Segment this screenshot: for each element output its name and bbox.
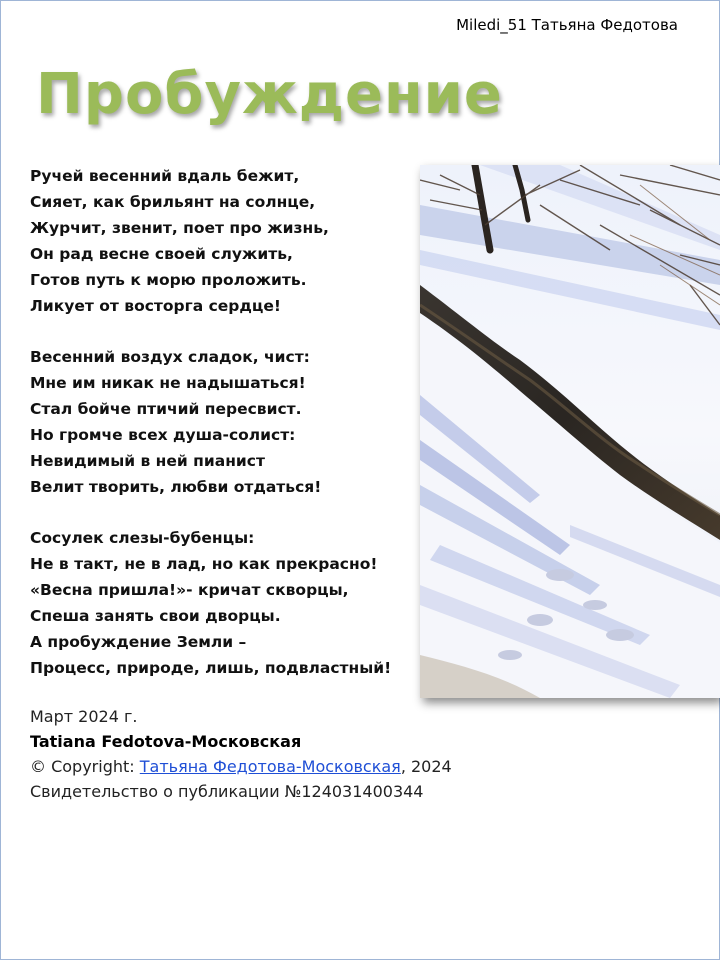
poem-date: Март 2024 г.: [30, 707, 138, 726]
poem-line: Процесс, природе, лишь, подвластный!: [30, 659, 392, 677]
poem-line: Готов путь к морю проложить.: [30, 271, 307, 289]
poem-line: А пробуждение Земли –: [30, 633, 247, 651]
snow-stream-photo: [420, 165, 720, 698]
poem: [30, 163, 415, 706]
poem-line: Ручей весенний вдаль бежит,: [30, 167, 300, 185]
poem-line: Не в такт, не в лад, но как прекрасно!: [30, 555, 378, 573]
poem-line: Сияет, как брильянт на солнце,: [30, 193, 316, 211]
poem-line: Ликует от восторга сердце!: [30, 297, 281, 315]
publication-certificate: Свидетельство о публикации №124031400344: [30, 782, 424, 801]
stanza-3: [30, 525, 415, 681]
stanza-1: [30, 163, 415, 319]
footer: [30, 704, 452, 804]
poem-line: Стал бойче птичий пересвист.: [30, 400, 302, 418]
poem-line: Велит творить, любви отдаться!: [30, 478, 322, 496]
copyright-year: , 2024: [400, 757, 452, 776]
poem-line: Но громче всех душа-солист:: [30, 426, 296, 444]
poem-line: Сосулек слезы-бубенцы:: [30, 529, 255, 547]
stanza-2: [30, 344, 415, 500]
poem-line: Он рад весне своей служить,: [30, 245, 293, 263]
page-title: Пробуждение: [36, 62, 503, 127]
author-tag: Miledi_51 Татьяна Федотова: [456, 16, 678, 34]
poem-line: Весенний воздух сладок, чист:: [30, 348, 310, 366]
copyright-line: [30, 754, 452, 779]
poem-line: Невидимый в ней пианист: [30, 452, 265, 470]
poem-line: Мне им никак не надышаться!: [30, 374, 306, 392]
copyright-prefix: © Copyright:: [30, 757, 140, 776]
poem-line: Спеша занять свои дворцы.: [30, 607, 281, 625]
author-link[interactable]: Татьяна Федотова-Московская: [139, 757, 401, 776]
author-name: Tatiana Fedotova-Московская: [30, 732, 302, 751]
poem-line: Журчит, звенит, поет про жизнь,: [30, 219, 329, 237]
poem-line: «Весна пришла!»- кричат скворцы,: [30, 581, 349, 599]
